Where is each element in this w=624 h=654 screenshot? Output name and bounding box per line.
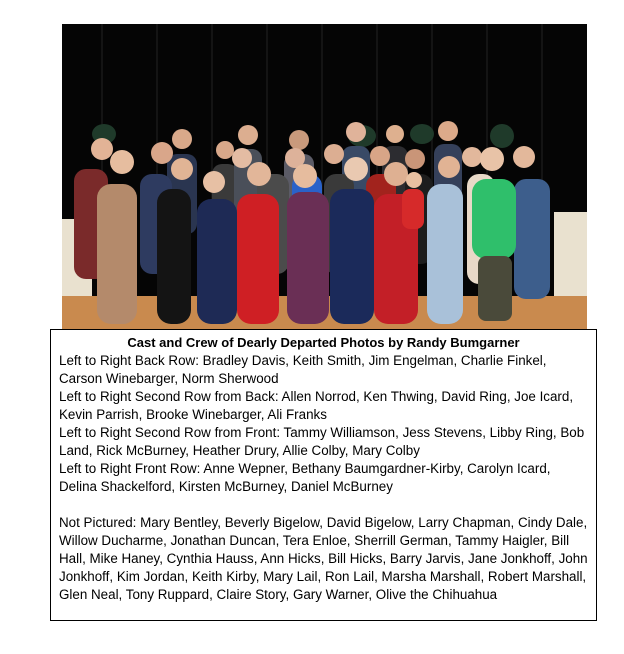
caption-title: Cast and Crew of Dearly Departed Photos by Randy Bumgarner: [127, 335, 520, 350]
not-pictured-label: Not Pictured:: [59, 515, 137, 530]
second-row-front-line: [59, 424, 588, 460]
group-photo-illustration: [62, 24, 587, 329]
caption-box: [50, 329, 597, 621]
front-row-line: [59, 460, 588, 496]
front-row-names: Anne Wepner, Bethany Baumgardner-Kirby, Carolyn Icard, Delina Shackelford, Kirsten McBurney, Daniel McBurney: [59, 461, 551, 494]
not-pictured-line: [59, 514, 588, 604]
second-row-back-names: Allen Norrod, Ken Thwing, David Ring, Joe Icard, Kevin Parrish, Brooke Winebarger, Ali Franks: [59, 389, 574, 422]
back-row-line: [59, 352, 588, 388]
second-row-front-label: Left to Right Second Row from Front:: [59, 425, 281, 440]
back-row-label: Left to Right Back Row:: [59, 353, 199, 368]
not-pictured-names: Mary Bentley, Beverly Bigelow, David Bigelow, Larry Chapman, Cindy Dale, Willow Ducharme, Jonathan Duncan, Tera Enloe, Sherrill German, Tammy Haigler, Bill Hall, Mike Haney, Cynthia Hauss, Ann Hicks, Bill Hicks, Barry Jarvis, Jane Jonkhoff, John Jonkhoff, Kim Jordan, Keith Kirby, Mary Lail, Ron Lail, Marsha Marshall, Robert Marshall, Glen Neal, Tony Ruppard, Claire Story, Gary Warner, Olive the Chihuahua: [59, 515, 588, 602]
back-row-names: Bradley Davis, Keith Smith, Jim Engelman, Charlie Finkel, Carson Winebarger, Norm Sherwood: [59, 353, 547, 386]
second-row-back-label: Left to Right Second Row from Back:: [59, 389, 279, 404]
second-row-front-names: Tammy Williamson, Jess Stevens, Libby Ring, Bob Land, Rick McBurney, Heather Drury, Allie Colby, Mary Colby: [59, 425, 585, 458]
caption-spacer: [59, 496, 588, 514]
second-row-back-line: [59, 388, 588, 424]
front-row-label: Left to Right Front Row:: [59, 461, 201, 476]
group-photo: [62, 24, 587, 329]
right-wall: [554, 212, 587, 302]
